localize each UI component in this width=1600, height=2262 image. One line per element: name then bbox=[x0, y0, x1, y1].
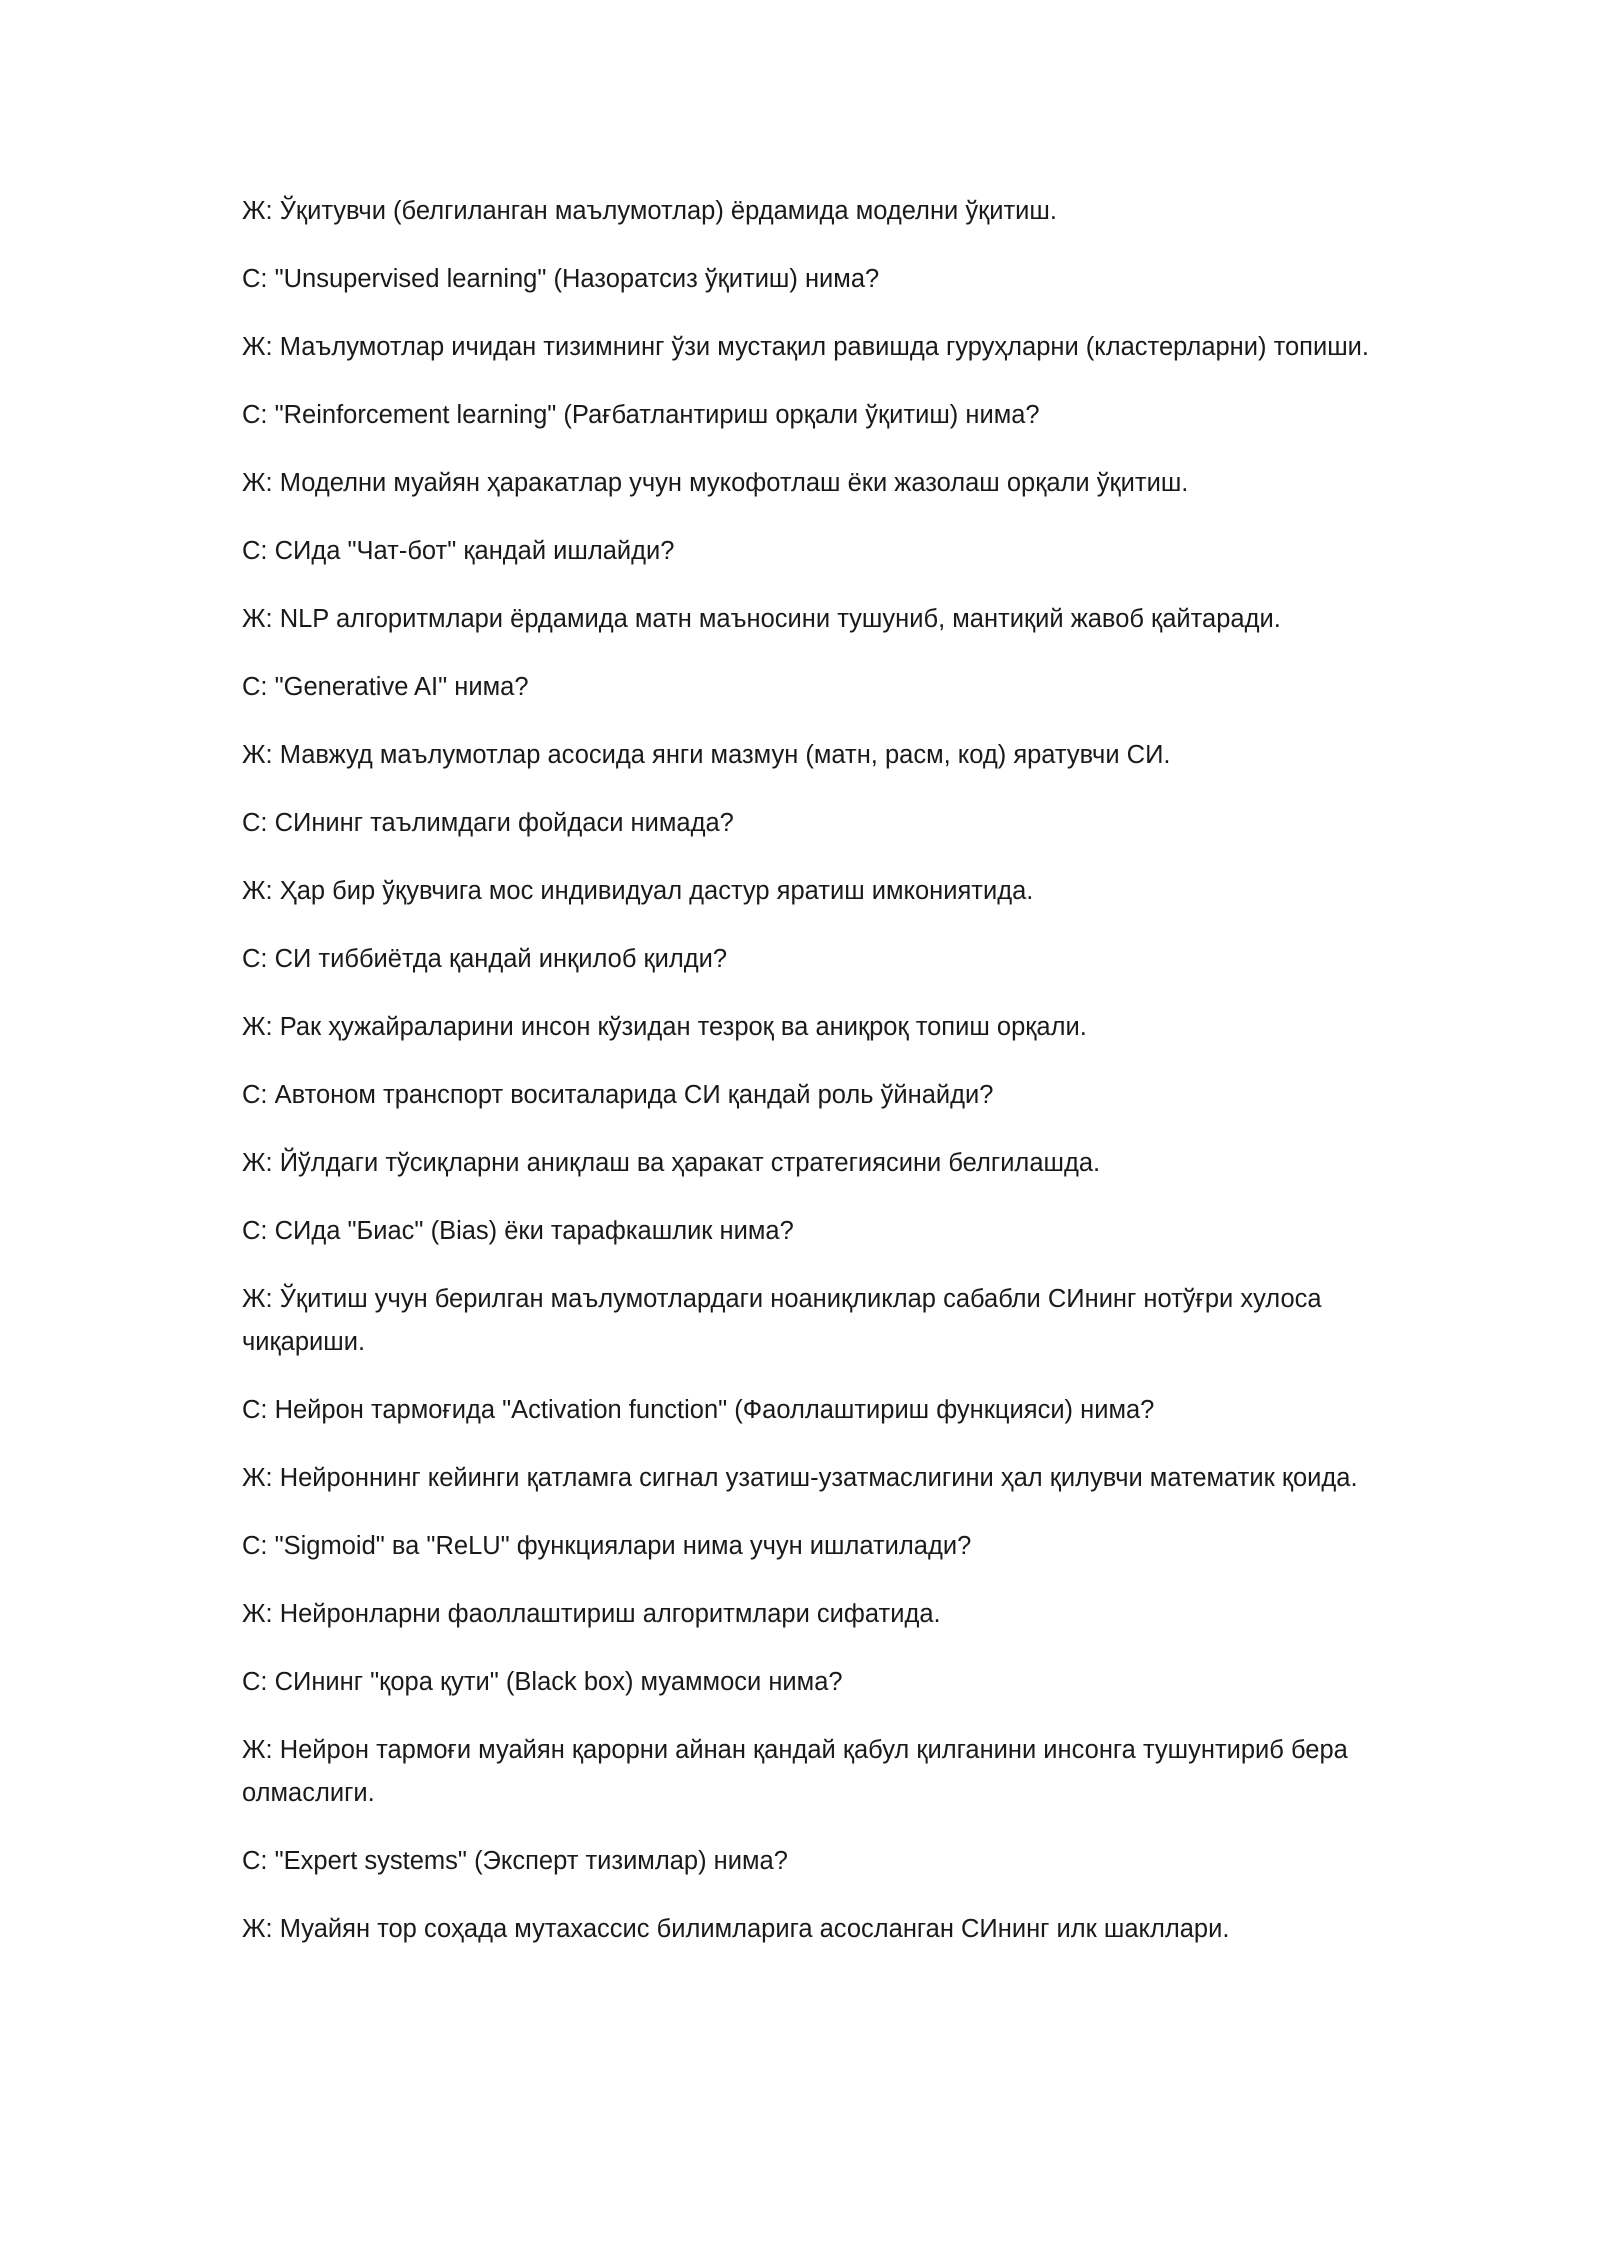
question-paragraph: С: Автоном транспорт воситаларида СИ қандай роль ўйнайди? bbox=[242, 1081, 994, 1109]
answer-paragraph: Ж: Мавжуд маълумотлар асосида янги мазмун (матн, расм, код) яратувчи СИ. bbox=[242, 741, 1171, 769]
answer-paragraph: Ж: Ўқитувчи (белгиланган маълумотлар) ёрдамида моделни ўқитиш. bbox=[242, 197, 1057, 225]
question-paragraph: С: СИнинг таълимдаги фойдаси нимада? bbox=[242, 809, 734, 837]
answer-paragraph: Ж: Муайян тор соҳада мутахассис билимларига асосланган СИнинг илк шакллари. bbox=[242, 1915, 1230, 1943]
question-paragraph: С: СИда "Биас" (Bias) ёки тарафкашлик нима? bbox=[242, 1217, 794, 1245]
question-paragraph: С: СИнинг "қора қути" (Black box) муаммоси нима? bbox=[242, 1668, 843, 1696]
answer-paragraph: Ж: Ўқитиш учун берилган маълумотлардаги ноаниқликлар сабабли СИнинг нотўғри хулоса чиқариши. bbox=[242, 1285, 1322, 1356]
question-paragraph: С: "Generative AI" нима? bbox=[242, 673, 529, 701]
answer-paragraph: Ж: Нейронларни фаоллаштириш алгоритмлари сифатида. bbox=[242, 1600, 941, 1628]
answer-paragraph: Ж: Ҳар бир ўқувчига мос индивидуал дастур яратиш имкониятида. bbox=[242, 877, 1034, 905]
document-body bbox=[242, 190, 1372, 1976]
question-paragraph: С: "Reinforcement learning" (Рағбатлантириш орқали ўқитиш) нима? bbox=[242, 401, 1040, 429]
answer-paragraph: Ж: Рак ҳужайраларини инсон кўзидан тезроқ ва аниқроқ топиш орқали. bbox=[242, 1013, 1087, 1041]
answer-paragraph: Ж: NLP алгоритмлари ёрдамида матн маъносини тушуниб, мантиқий жавоб қайтаради. bbox=[242, 605, 1281, 633]
question-paragraph: С: "Unsupervised learning" (Назоратсиз ўқитиш) нима? bbox=[242, 265, 880, 293]
answer-paragraph: Ж: Моделни муайян ҳаракатлар учун мукофотлаш ёки жазолаш орқали ўқитиш. bbox=[242, 469, 1189, 497]
question-paragraph: С: "Sigmoid" ва "ReLU" функциялари нима учун ишлатилади? bbox=[242, 1532, 972, 1560]
question-paragraph: С: Нейрон тармоғида "Activation function" (Фаоллаштириш функцияси) нима? bbox=[242, 1396, 1155, 1424]
answer-paragraph: Ж: Нейроннинг кейинги қатламга сигнал узатиш-узатмаслигини ҳал қилувчи математик қоида. bbox=[242, 1464, 1358, 1492]
question-paragraph: С: "Expert systems" (Эксперт тизимлар) нима? bbox=[242, 1847, 788, 1875]
question-paragraph: С: СИ тиббиётда қандай инқилоб қилди? bbox=[242, 945, 728, 973]
answer-paragraph: Ж: Маълумотлар ичидан тизимнинг ўзи мустақил равишда гуруҳларни (кластерларни) топиши. bbox=[242, 333, 1369, 361]
answer-paragraph: Ж: Нейрон тармоғи муайян қарорни айнан қандай қабул қилганини инсонга тушунтириб бера олмаслиги. bbox=[242, 1736, 1348, 1807]
answer-paragraph: Ж: Йўлдаги тўсиқларни аниқлаш ва ҳаракат стратегиясини белгилашда. bbox=[242, 1149, 1101, 1177]
question-paragraph: С: СИда "Чат-бот" қандай ишлайди? bbox=[242, 537, 675, 565]
